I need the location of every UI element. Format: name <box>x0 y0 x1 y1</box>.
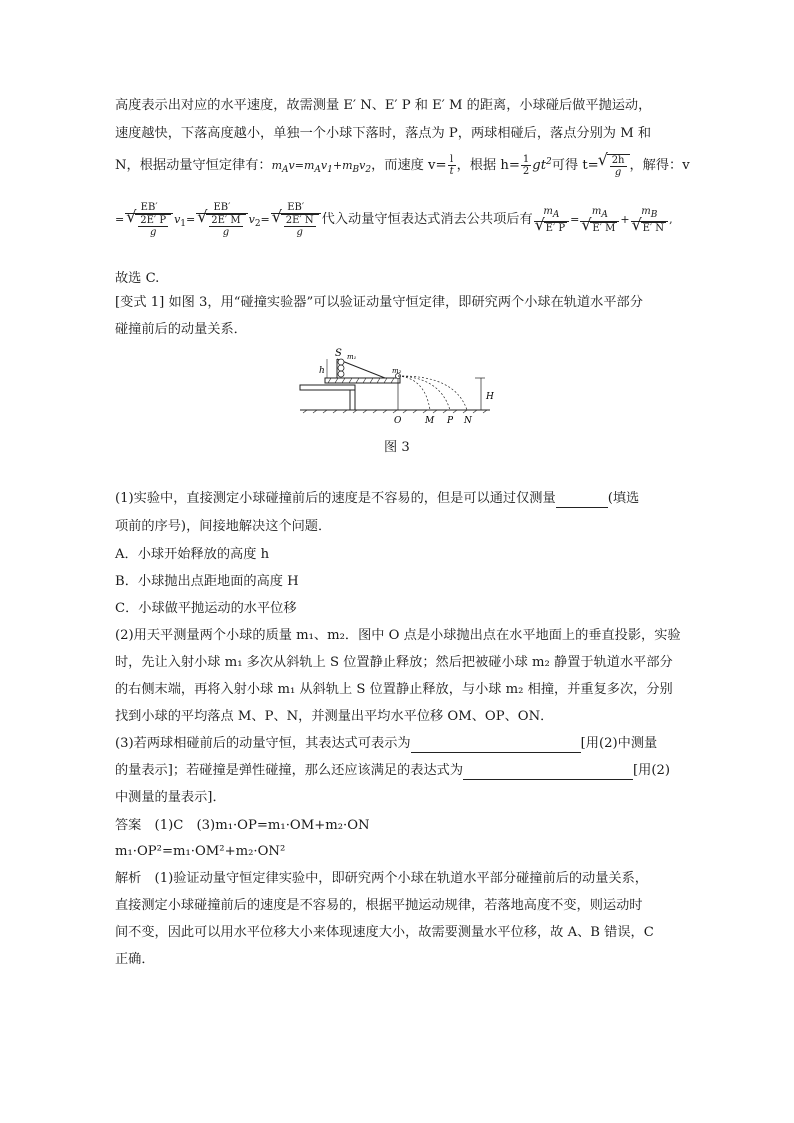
analysis-line1: 解析 (1)验证动量守恒定律实验中，即研究两个小球在轨道水平部分碰撞前后的动量关系， <box>115 871 648 886</box>
q3-line1-a: (3)若两球相碰前后的动量守恒，其表达式可表示为 <box>115 736 411 751</box>
q1-line1-b: (填选 <box>607 491 640 506</box>
q2-line4: 找到小球的平均落点 M、P、N，并测量出平均水平位移 OM、OP、ON． <box>115 709 554 724</box>
answer-line1: 答案 (1)C (3)m₁·OP=m₁·OM+m₂·ON <box>115 818 370 833</box>
q1-option-b: B．小球抛出点距地面的高度 H <box>115 574 299 589</box>
para1-line4-formula: = EB′ √ $\frac{2E' P}{g}$ $v_1=$ EB′ √ $\frac{2E' M}{g}$ $v_2=$ EB′ √ $\frac{2E' N}{g}$ 代入动量守恒表达式消去公共项后有 mA √ E′ P = mA √ E′ M + mB √ E′ N , <box>115 202 673 238</box>
answer-line2: m₁·OP²=m₁·OM²+m₂·ON² <box>115 844 286 859</box>
figure-label-M: M <box>425 416 435 425</box>
figure-caption: 图 3 <box>384 440 410 455</box>
q1-option-c: C．小球做平抛运动的水平位移 <box>115 601 297 616</box>
q1-option-a: A．小球开始释放的高度 h <box>115 547 270 562</box>
para1-line3-d: 可得 t= <box>551 158 599 173</box>
analysis-line2: 直接测定小球碰撞前后的速度是不容易的，根据平抛运动规律，若落地高度不变，则运动时 <box>115 898 643 913</box>
analysis-line4: 正确． <box>115 952 155 967</box>
para1-line4-text: 代入动量守恒表达式消去公共项后有 <box>321 212 533 227</box>
q3-blank-1[interactable] <box>411 738 581 753</box>
figure-label-S: S <box>335 348 342 359</box>
q1-answer-blank[interactable] <box>556 493 608 508</box>
figure-label-m1: m₁ <box>347 353 357 361</box>
q1-line1-a: (1)实验中，直接测定小球碰撞前后的速度是不容易的，但是可以通过仅测量 <box>115 491 556 506</box>
q3-line3: 中测量的量表示]． <box>115 790 226 805</box>
collision-apparatus-figure <box>295 345 500 425</box>
para1-line3-b: ，而速度 v= <box>371 158 447 173</box>
para1-line3-a: N，根据动量守恒定律有： <box>115 158 272 173</box>
figure-label-m2: m₂ <box>392 367 402 375</box>
figure-label-H: H <box>486 392 494 402</box>
para1-line3-e: ，解得：v <box>629 158 690 173</box>
q3-line1-b: [用(2)中测量 <box>580 736 658 751</box>
q3-line2-a: 的量表示]；若碰撞是弹性碰撞，那么还应该满足的表达式为 <box>115 763 464 778</box>
figure-label-N: N <box>464 416 472 425</box>
q2-line3: 的右侧末端，再将入射小球 m₁ 从斜轨上 S 位置静止释放，与小球 m₂ 相撞，并重复多次，分别 <box>115 682 673 697</box>
q2-line1: (2)用天平测量两个小球的质量 m₁、m₂．图中 O 点是小球抛出点在水平地面上的垂直投影，实验 <box>115 628 681 643</box>
q3-line1 <box>115 735 657 753</box>
variant-line1: [变式 1] 如图 3，用“碰撞实验器”可以验证动量守恒定律，即研究两个小球在轨道水平部分 <box>115 295 643 310</box>
analysis-line3: 间不变，因此可以用水平位移大小来体现速度大小，故需要测量水平位移，故 A、B 错误，C <box>115 925 654 940</box>
q3-blank-2[interactable] <box>463 765 633 780</box>
q3-line2 <box>115 762 670 780</box>
q1-line2: 项前的序号)，间接地解决这个问题． <box>115 519 332 534</box>
para1-line1: 高度表示出对应的水平速度，故需测量 E′ N、E′ P 和 E′ M 的距离，小球碰后做平抛运动， <box>115 98 652 113</box>
q2-line2: 时，先让入射小球 m₁ 多次从斜轨上 S 位置静止释放；然后把被碰小球 m₂ 静置于轨道水平部分 <box>115 655 673 670</box>
q1-line1 <box>115 490 639 508</box>
para1-line2: 速度越快，下落高度越小，单独一个小球下落时，落点为 P，两球相碰后，落点分别为 M 和 <box>115 126 652 141</box>
para1-line5: 故选 C. <box>115 271 160 286</box>
figure-label-h: h <box>319 366 325 376</box>
q3-line2-b: [用(2) <box>633 763 671 778</box>
para1-line3-c: ，根据 h= <box>456 158 520 173</box>
para1-line3: N，根据动量守恒定律有：$m_Av=m_Av_1+m_Bv_2$，而速度 v= $\frac{l}{t}$ ，根据 h= $\frac{1}{2}$ $gt^2$可得 t= √ $\frac{2h}{g}$ ，解得：v <box>115 153 690 179</box>
figure-label-P: P <box>447 416 454 425</box>
figure-label-O: O <box>394 416 402 425</box>
variant-line2: 碰撞前后的动量关系． <box>115 322 247 337</box>
